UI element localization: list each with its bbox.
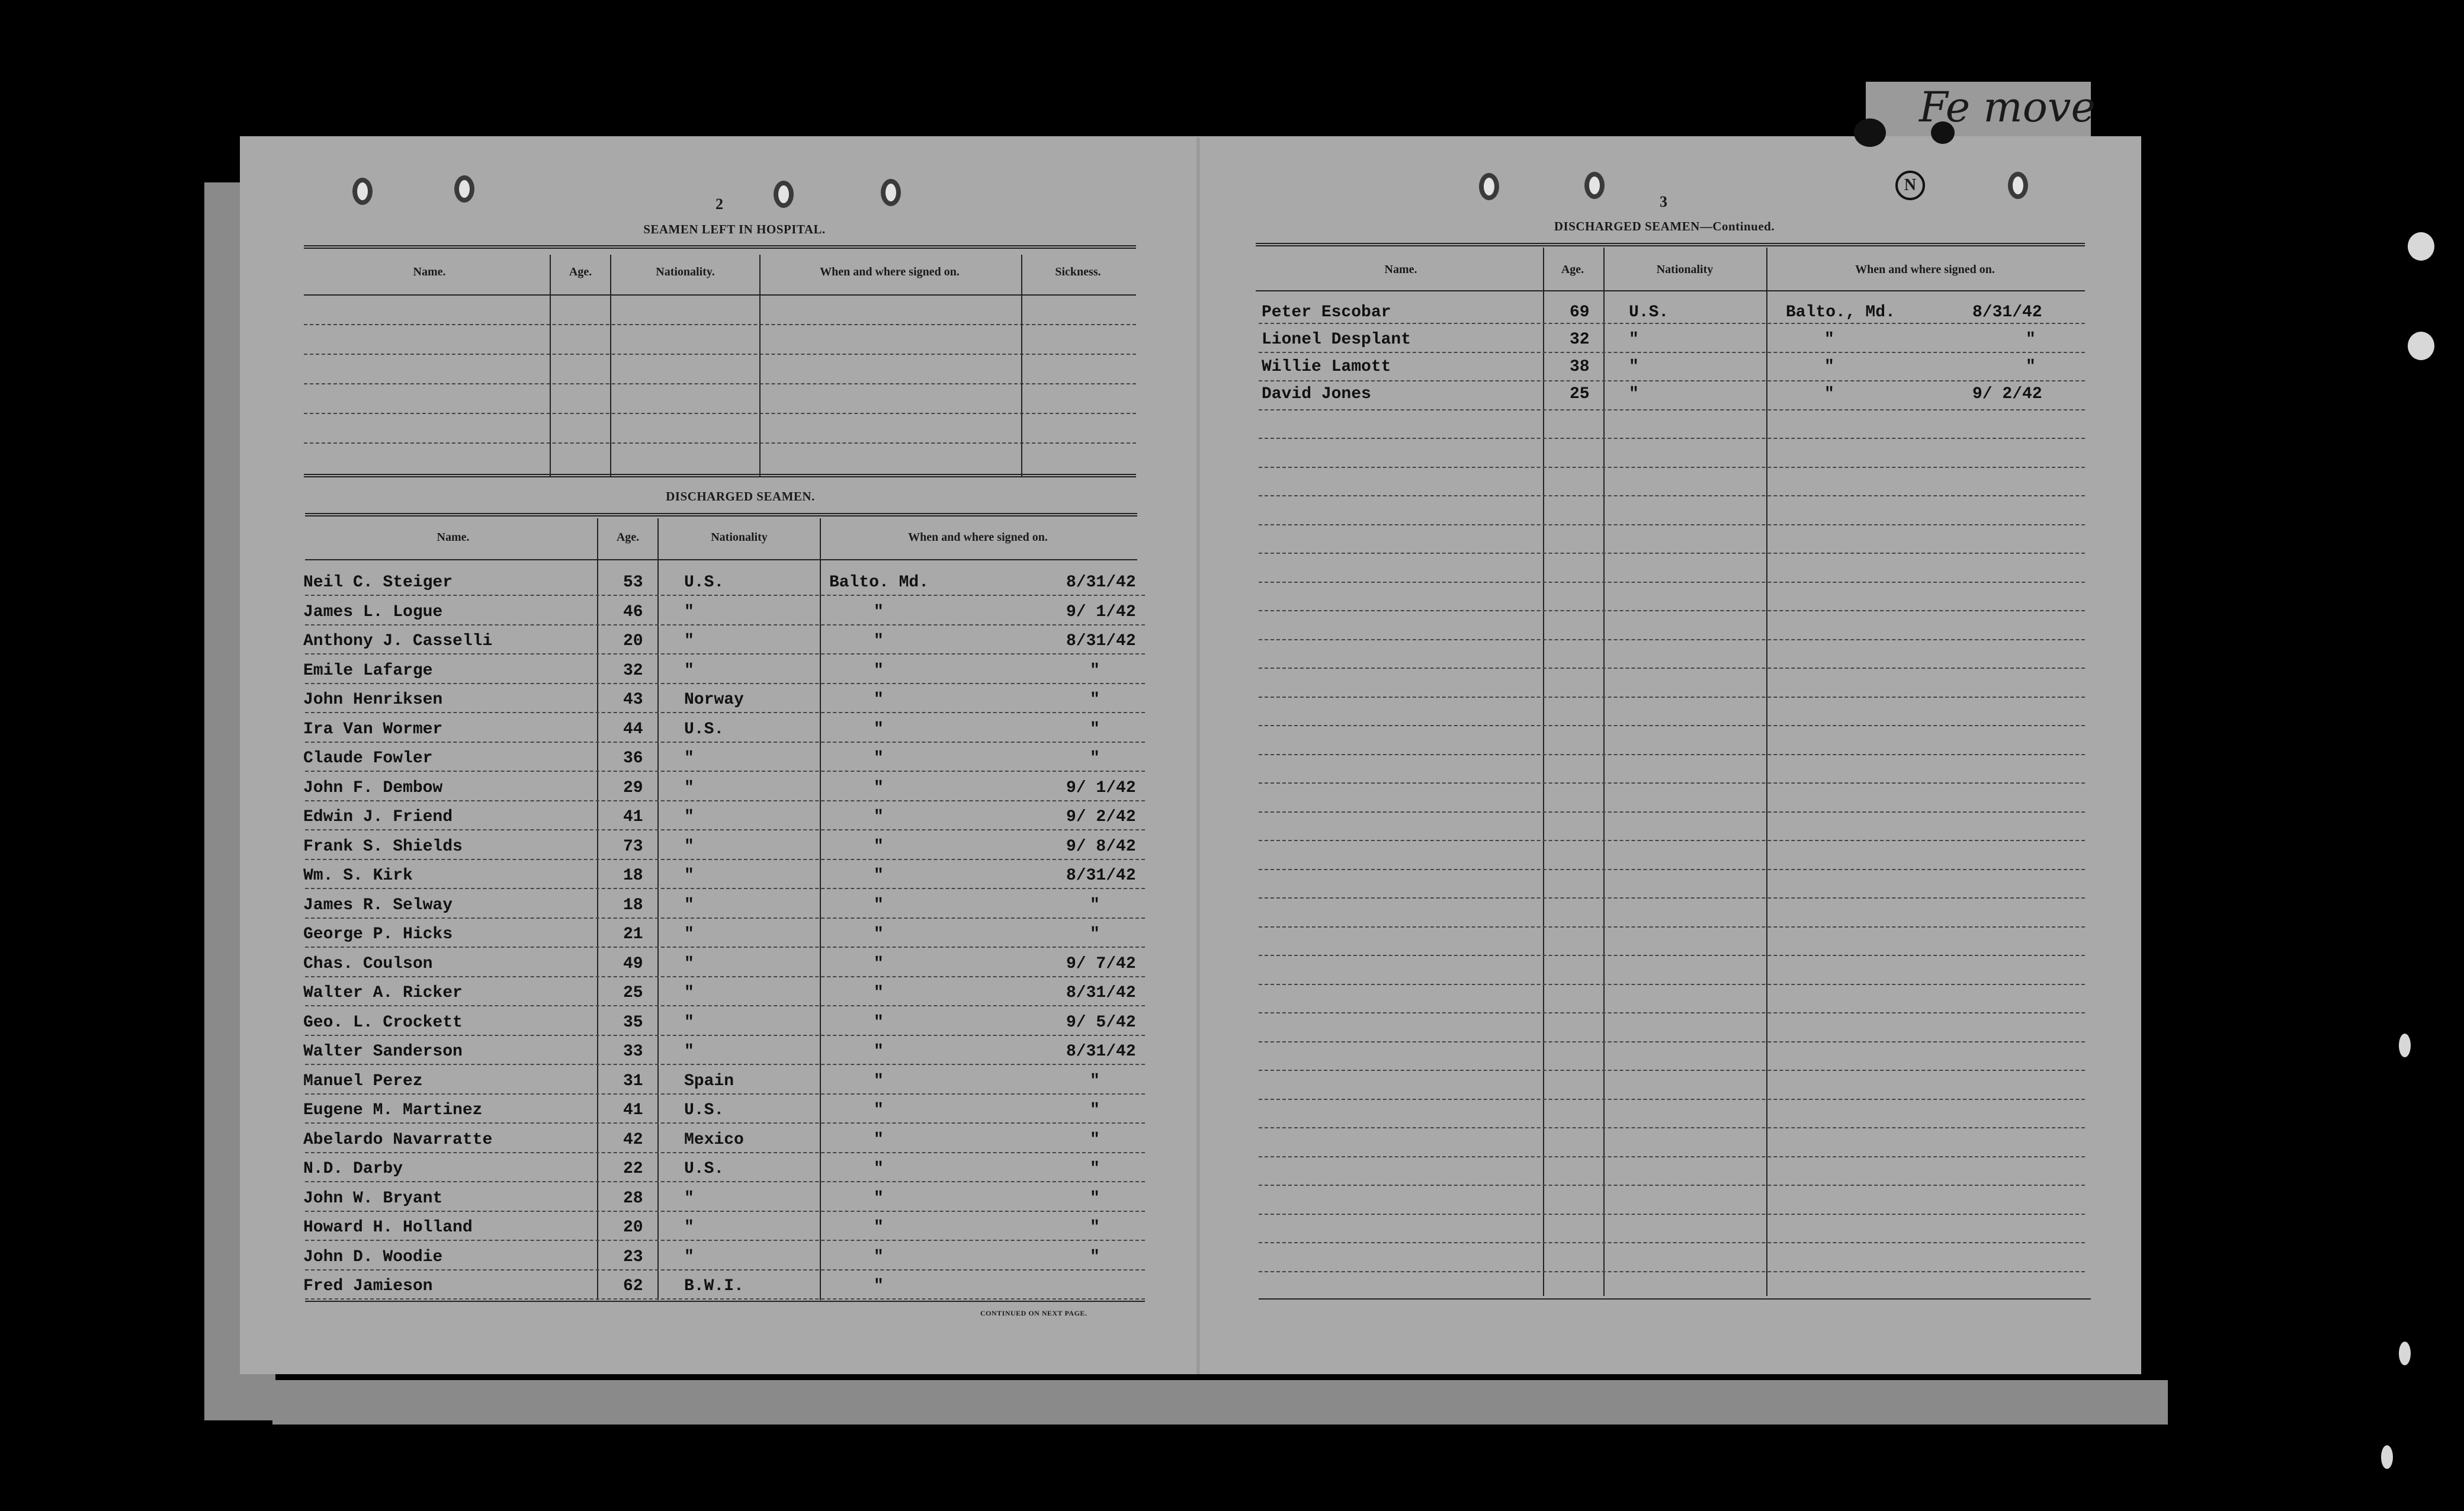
row-rule — [1259, 495, 2085, 496]
seaman-nationality: " — [684, 1218, 694, 1237]
seaman-age: 36 — [623, 749, 643, 768]
punch-hole — [774, 181, 794, 208]
discharged-section-title: DISCHARGED SEAMEN. — [666, 489, 815, 503]
row-rule — [1259, 524, 2085, 525]
row-rule — [1259, 955, 2085, 956]
seaman-name: Claude Fowler — [303, 749, 433, 768]
signed-on-date: 9/ 1/42 — [1066, 778, 1136, 797]
rule — [304, 474, 1136, 477]
row-rule — [305, 1240, 1145, 1241]
signed-on-date: 9/ 2/42 — [1066, 808, 1136, 826]
seaman-name: Lionel Desplant — [1262, 331, 1411, 349]
signed-on-date: " — [1090, 1160, 1100, 1178]
row-rule — [1259, 1185, 2085, 1186]
row-rule — [305, 1064, 1145, 1065]
col-header-when-where: When and where signed on. — [1855, 263, 1995, 276]
rule — [304, 442, 1136, 444]
seaman-age: 29 — [623, 778, 643, 797]
seaman-name: Frank S. Shields — [303, 837, 463, 856]
seaman-name: John F. Dembow — [303, 778, 443, 797]
underlying-sheet-bottom — [272, 1380, 2168, 1425]
col-header-name: Name. — [1384, 263, 1417, 276]
signed-on-date: " — [1090, 896, 1100, 915]
seaman-name: Chas. Coulson — [303, 954, 433, 973]
row-rule — [1259, 1127, 2085, 1128]
seaman-name: Manuel Perez — [303, 1072, 423, 1090]
seaman-nationality: " — [684, 867, 694, 885]
center-fold — [1196, 137, 1200, 1374]
row-rule — [1259, 323, 2085, 324]
seaman-nationality: U.S. — [684, 720, 724, 739]
seaman-name: David Jones — [1262, 385, 1371, 403]
seaman-nationality: " — [684, 984, 694, 1002]
binder-hole — [2408, 232, 2434, 261]
col-header-name: Name. — [413, 265, 446, 278]
seaman-name: Walter A. Ricker — [303, 984, 463, 1002]
seaman-nationality: " — [684, 661, 694, 680]
rule — [304, 413, 1136, 414]
signed-on-date: " — [2026, 331, 2036, 349]
hospital-section-title: SEAMEN LEFT IN HOSPITAL. — [643, 222, 826, 236]
signed-on-place: " — [1824, 358, 1834, 376]
signed-on-place: " — [874, 1042, 884, 1061]
seaman-nationality: Mexico — [684, 1130, 744, 1149]
row-rule — [305, 800, 1145, 801]
seaman-nationality: " — [684, 1013, 694, 1032]
signed-on-place: " — [874, 1101, 884, 1119]
row-rule — [305, 1093, 1145, 1095]
col-header-when-where: When and where signed on. — [820, 265, 960, 278]
seaman-age: 73 — [623, 837, 643, 856]
seaman-age: 41 — [623, 1101, 643, 1119]
seaman-nationality: " — [684, 1042, 694, 1061]
seaman-age: 31 — [623, 1072, 643, 1090]
row-rule — [1259, 1012, 2085, 1013]
rule — [1256, 290, 2085, 291]
seaman-age: 21 — [623, 925, 643, 944]
seaman-nationality: " — [1629, 331, 1639, 349]
col-header-age: Age. — [1561, 263, 1584, 276]
row-rule — [305, 595, 1145, 596]
signed-on-date: " — [1090, 925, 1100, 944]
signed-on-date: " — [2026, 358, 2036, 376]
seaman-name: James L. Logue — [303, 602, 443, 621]
seaman-nationality: " — [684, 778, 694, 797]
row-rule — [305, 771, 1145, 772]
col-header-sickness: Sickness. — [1055, 265, 1101, 278]
row-rule — [1259, 409, 2085, 410]
signed-on-date: 9/ 5/42 — [1066, 1013, 1136, 1032]
signed-on-place: " — [874, 1247, 884, 1266]
seaman-nationality: Norway — [684, 691, 744, 709]
seaman-age: 49 — [623, 954, 643, 973]
signed-on-date: " — [1090, 749, 1100, 768]
seaman-age: 20 — [623, 1218, 643, 1237]
row-rule — [305, 624, 1145, 625]
seaman-age: 18 — [623, 867, 643, 885]
signed-on-date: " — [1090, 720, 1100, 739]
seaman-nationality: " — [684, 602, 694, 621]
seaman-name: Ira Van Wormer — [303, 720, 443, 739]
punch-hole — [1479, 173, 1499, 200]
row-rule — [305, 683, 1145, 684]
signed-on-place: " — [874, 1013, 884, 1032]
row-rule — [1259, 610, 2085, 611]
rule — [1256, 243, 2085, 246]
seaman-nationality: U.S. — [684, 1101, 724, 1119]
row-rule — [305, 917, 1145, 919]
seaman-name: Fred Jamieson — [303, 1277, 433, 1295]
rule — [1259, 1298, 2091, 1300]
handwritten-annotation: Fe move — [1919, 83, 2096, 131]
col-header-nationality: Nationality — [1656, 263, 1714, 276]
signed-on-place: " — [874, 896, 884, 915]
seaman-nationality: " — [684, 808, 694, 826]
seaman-name: James R. Selway — [303, 896, 453, 915]
seaman-name: Peter Escobar — [1262, 303, 1391, 322]
row-rule — [1259, 754, 2085, 755]
seaman-age: 32 — [1570, 331, 1590, 349]
signed-on-date: " — [1090, 661, 1100, 680]
row-rule — [305, 1269, 1145, 1271]
seaman-age: 33 — [623, 1042, 643, 1061]
signed-on-date: " — [1090, 1247, 1100, 1266]
seaman-age: 53 — [623, 573, 643, 592]
signed-on-date: 9/ 1/42 — [1066, 602, 1136, 621]
rule — [1766, 248, 1767, 1296]
row-rule — [1259, 668, 2085, 669]
col-header-when-where: When and where signed on. — [908, 531, 1048, 544]
row-rule — [305, 1298, 1145, 1300]
row-rule — [305, 742, 1145, 743]
signed-on-date: 8/31/42 — [1066, 632, 1136, 650]
seaman-age: 20 — [623, 632, 643, 650]
seaman-name: Wm. S. Kirk — [303, 867, 413, 885]
rule — [597, 518, 598, 1300]
seaman-nationality: Spain — [684, 1072, 734, 1090]
signed-on-place: " — [874, 778, 884, 797]
page-number: 2 — [716, 195, 723, 213]
continued-note: CONTINUED ON NEXT PAGE. — [980, 1309, 1087, 1317]
signed-on-place: " — [874, 1189, 884, 1208]
seaman-nationality: " — [684, 837, 694, 856]
signed-on-place: " — [874, 984, 884, 1002]
row-rule — [1259, 782, 2085, 784]
seaman-age: 32 — [623, 661, 643, 680]
signed-on-date: " — [1090, 1101, 1100, 1119]
seaman-name: Abelardo Navarratte — [303, 1130, 493, 1149]
row-rule — [1259, 869, 2085, 870]
rule — [305, 513, 1137, 517]
seaman-nationality: " — [1629, 385, 1639, 403]
signed-on-date: " — [1090, 691, 1100, 709]
signed-on-place: " — [874, 691, 884, 709]
row-rule — [1259, 840, 2085, 841]
seaman-age: 35 — [623, 1013, 643, 1032]
col-header-nationality: Nationality — [711, 531, 768, 544]
signed-on-place: " — [874, 1277, 884, 1295]
seaman-name: George P. Hicks — [303, 925, 453, 944]
row-rule — [1259, 697, 2085, 698]
signed-on-place: " — [874, 720, 884, 739]
seaman-age: 18 — [623, 896, 643, 915]
punch-hole — [1584, 172, 1605, 199]
circled-n-mark: N — [1895, 171, 1925, 200]
row-rule — [1259, 380, 2085, 381]
signed-on-date: 8/31/42 — [1066, 867, 1136, 885]
signed-on-place: " — [874, 1130, 884, 1149]
signed-on-place: " — [1824, 331, 1834, 349]
seaman-nationality: U.S. — [684, 573, 724, 592]
row-rule — [1259, 1099, 2085, 1100]
rule — [610, 255, 611, 477]
row-rule — [1259, 467, 2085, 468]
seaman-nationality: B.W.I. — [684, 1277, 744, 1295]
row-rule — [1259, 1271, 2085, 1272]
seaman-age: 28 — [623, 1189, 643, 1208]
row-rule — [1259, 1242, 2085, 1243]
seaman-name: Neil C. Steiger — [303, 573, 453, 592]
binder-hole — [2408, 332, 2434, 360]
seaman-nationality: " — [684, 925, 694, 944]
rule — [304, 245, 1136, 249]
seaman-name: Walter Sanderson — [303, 1042, 463, 1061]
seaman-age: 22 — [623, 1160, 643, 1178]
rule — [1021, 255, 1022, 477]
signed-on-date: " — [1090, 1189, 1100, 1208]
signed-on-place: " — [874, 954, 884, 973]
seaman-nationality: " — [684, 1247, 694, 1266]
rule — [305, 1301, 1145, 1302]
seaman-nationality: U.S. — [1629, 303, 1669, 322]
seaman-name: Howard H. Holland — [303, 1218, 473, 1237]
rule — [1543, 248, 1544, 1296]
signed-on-place: " — [874, 749, 884, 768]
row-rule — [305, 1152, 1145, 1153]
signed-on-place: Balto., Md. — [1786, 303, 1895, 322]
seaman-age: 46 — [623, 602, 643, 621]
col-header-name: Name. — [437, 531, 470, 544]
punch-hole — [454, 175, 474, 203]
seaman-age: 23 — [623, 1247, 643, 1266]
seaman-nationality: " — [684, 632, 694, 650]
col-header-age: Age. — [569, 265, 592, 278]
row-rule — [305, 1035, 1145, 1036]
page-number: 3 — [1660, 193, 1667, 210]
rule — [304, 294, 1136, 296]
row-rule — [305, 888, 1145, 889]
seaman-name: John D. Woodie — [303, 1247, 443, 1266]
seaman-name: N.D. Darby — [303, 1160, 403, 1178]
signed-on-place: " — [874, 867, 884, 885]
signed-on-date: 9/ 8/42 — [1066, 837, 1136, 856]
seaman-nationality: U.S. — [684, 1160, 724, 1178]
signed-on-place: " — [874, 808, 884, 826]
signed-on-date: 8/31/42 — [1066, 1042, 1136, 1061]
row-rule — [1259, 1214, 2085, 1215]
seaman-nationality: " — [684, 896, 694, 915]
row-rule — [1259, 725, 2085, 726]
row-rule — [305, 1005, 1145, 1006]
rule — [657, 518, 659, 1300]
signed-on-place: " — [1824, 385, 1834, 403]
rule — [759, 255, 761, 477]
seaman-name: Anthony J. Casselli — [303, 632, 493, 650]
signed-on-place: " — [874, 1160, 884, 1178]
signed-on-date: " — [1090, 1218, 1100, 1237]
row-rule — [1259, 553, 2085, 554]
row-rule — [1259, 639, 2085, 640]
binder-hole — [2381, 1445, 2393, 1469]
rule — [304, 324, 1136, 325]
rule — [305, 559, 1137, 560]
rule — [550, 255, 551, 477]
document-spread — [240, 136, 2141, 1374]
row-rule — [1259, 926, 2085, 928]
seaman-nationality: " — [684, 1189, 694, 1208]
signed-on-place: Balto. Md. — [829, 573, 929, 592]
rule — [304, 383, 1136, 384]
signed-on-date: 8/31/42 — [1066, 984, 1136, 1002]
punch-hole — [352, 178, 373, 205]
row-rule — [1259, 438, 2085, 439]
seaman-name: Geo. L. Crockett — [303, 1013, 463, 1032]
seaman-age: 41 — [623, 808, 643, 826]
rule — [304, 354, 1136, 355]
seaman-age: 43 — [623, 691, 643, 709]
row-rule — [1259, 1041, 2085, 1042]
row-rule — [1259, 1070, 2085, 1071]
row-rule — [305, 712, 1145, 713]
ink-dot — [1854, 118, 1886, 147]
seaman-age: 25 — [623, 984, 643, 1002]
binder-hole — [2399, 1034, 2411, 1057]
signed-on-place: " — [874, 602, 884, 621]
seaman-name: John W. Bryant — [303, 1189, 443, 1208]
row-rule — [1259, 897, 2085, 899]
row-rule — [305, 947, 1145, 948]
seaman-name: Emile Lafarge — [303, 661, 433, 680]
seaman-age: 62 — [623, 1277, 643, 1295]
signed-on-place: " — [874, 632, 884, 650]
seaman-name: Willie Lamott — [1262, 358, 1391, 376]
seaman-age: 69 — [1570, 303, 1590, 322]
binder-hole — [2399, 1342, 2411, 1365]
row-rule — [1259, 984, 2085, 985]
signed-on-date: 9/ 2/42 — [1972, 385, 2042, 403]
seaman-nationality: " — [1629, 358, 1639, 376]
row-rule — [305, 976, 1145, 977]
row-rule — [1259, 1156, 2085, 1157]
row-rule — [305, 1122, 1145, 1124]
col-header-nationality: Nationality. — [656, 265, 715, 278]
punch-hole — [2008, 172, 2028, 199]
signed-on-place: " — [874, 1218, 884, 1237]
row-rule — [305, 1181, 1145, 1182]
seaman-age: 25 — [1570, 385, 1590, 403]
seaman-nationality: " — [684, 954, 694, 973]
row-rule — [305, 859, 1145, 860]
row-rule — [1259, 811, 2085, 813]
signed-on-place: " — [874, 661, 884, 680]
signed-on-date: 8/31/42 — [1066, 573, 1136, 592]
row-rule — [305, 653, 1145, 655]
rule — [1603, 248, 1605, 1296]
col-header-age: Age. — [616, 531, 640, 544]
seaman-nationality: " — [684, 749, 694, 768]
seaman-age: 38 — [1570, 358, 1590, 376]
signed-on-date: " — [1090, 1130, 1100, 1149]
signed-on-place: " — [874, 837, 884, 856]
row-rule — [305, 1211, 1145, 1212]
signed-on-place: " — [874, 925, 884, 944]
row-rule — [1259, 582, 2085, 583]
signed-on-date: 9/ 7/42 — [1066, 954, 1136, 973]
seaman-name: Edwin J. Friend — [303, 808, 453, 826]
discharged-continued-title: DISCHARGED SEAMEN—Continued. — [1554, 219, 1775, 233]
seaman-age: 42 — [623, 1130, 643, 1149]
punch-hole — [881, 179, 901, 206]
seaman-name: John Henriksen — [303, 691, 443, 709]
seaman-name: Eugene M. Martinez — [303, 1101, 483, 1119]
row-rule — [1259, 352, 2085, 353]
signed-on-date: " — [1090, 1072, 1100, 1090]
signed-on-date: 8/31/42 — [1972, 303, 2042, 322]
seaman-age: 44 — [623, 720, 643, 739]
row-rule — [305, 829, 1145, 830]
signed-on-place: " — [874, 1072, 884, 1090]
rule — [820, 518, 821, 1300]
